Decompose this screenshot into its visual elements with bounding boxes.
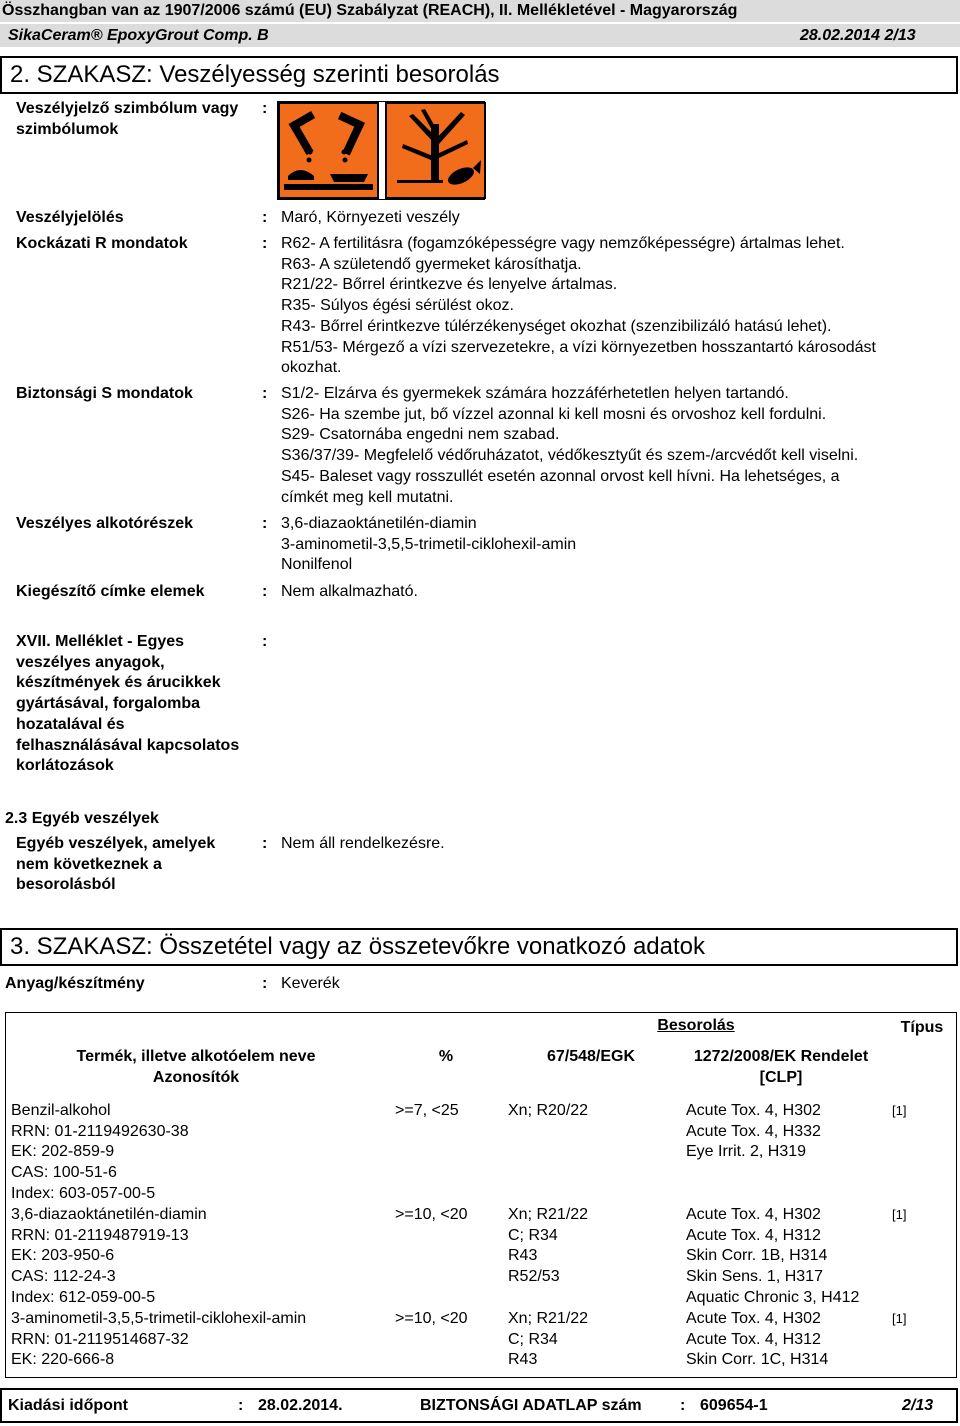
table-row-type <box>892 1101 906 1122</box>
cell-line: 3-aminometil-3,5,5-trimetil-ciklohexil-amin <box>11 1310 307 1327</box>
cell-line: >=7, <25 <box>395 1102 459 1119</box>
table-row-percent <box>395 1309 468 1330</box>
col-name-header: Termék, illetve alkotóelem neve Azonosítók <box>76 1048 316 1086</box>
table-row-dsd <box>508 1205 588 1288</box>
substance-label: Anyag/készítmény <box>5 975 145 992</box>
components-label: Veszélyes alkotórészek <box>16 515 194 532</box>
table-row-clp <box>686 1309 828 1371</box>
components-list <box>281 514 956 576</box>
col-percent-header: % <box>438 1048 454 1065</box>
cell-line: [1] <box>892 1207 907 1222</box>
cell-line: Skin Sens. 1, H317 <box>686 1268 823 1286</box>
s-phrase: S29- Csatornába engedni nem szabad. <box>281 426 560 444</box>
cell-line: EK: 202-859-9 <box>11 1143 115 1161</box>
r-phrase: R62- A fertilitásra (fogamzóképességre vagy nemzőképességre) ártalmas lehet. <box>281 235 845 252</box>
cell-line: R43 <box>508 1247 538 1265</box>
col-dsd-header: 67/548/EGK <box>546 1048 636 1065</box>
r-phrase: R21/22- Bőrrel érintkezve és lenyelve ártalmas. <box>281 276 618 294</box>
cell-line: EK: 203-950-6 <box>11 1247 115 1265</box>
environment-icon <box>385 102 486 199</box>
colon: : <box>262 633 268 650</box>
cell-line: Acute Tox. 4, H302 <box>686 1206 821 1223</box>
sds-number-label: BIZTONSÁGI ADATLAP szám <box>420 1397 642 1414</box>
table-row-percent <box>395 1101 459 1122</box>
r-phrase: R51/53- Mérgező a vízi szervezetekre, a vízi környezetben hosszantartó károsodást <box>281 338 876 356</box>
cell-line: Xn; R21/22 <box>508 1206 589 1223</box>
cell-line: >=10, <20 <box>395 1310 468 1327</box>
s-phrase: S26- Ha szembe jut, bő vízzel azonnal ki kell mosni és orvoshoz kell fordulni. <box>281 405 827 423</box>
s-phrase: S36/37/39- Megfelelő védőruházatot, védőkesztyűt és szem-/arcvédőt kell viselni. <box>281 447 859 465</box>
cell-line: CAS: 112-24-3 <box>11 1268 116 1286</box>
page-number: 2/13 <box>902 1397 934 1414</box>
regulation-header: Összhangban van az 1907/2006 számú (EU) Szabályzat (REACH), II. Mellékletével - Magyarország <box>0 0 960 22</box>
cell-line: Acute Tox. 4, H312 <box>686 1330 821 1348</box>
cell-line: Index: 612-059-00-5 <box>11 1288 156 1306</box>
col-type-header: Típus <box>900 1019 944 1036</box>
r-phrase: R63- A születendő gyermeket károsíthatja. <box>281 255 582 273</box>
supplementary-label: Kiegészítő címke elemek <box>16 583 205 600</box>
s-phrase: S45- Baleset vagy rosszullét esetén azonnal orvost kell hívni. Ha lehetséges, a <box>281 467 840 485</box>
cell-line: CAS: 100-51-6 <box>11 1164 117 1182</box>
r-phrase: okozhat. <box>281 359 342 377</box>
product-header <box>0 24 960 47</box>
cell-line: [1] <box>892 1103 907 1118</box>
component-item: 3-aminometil-3,5,5-trimetil-ciklohexil-amin <box>281 535 577 553</box>
other-hazards-value: Nem áll rendelkezésre. <box>281 835 445 852</box>
cell-line: Acute Tox. 4, H332 <box>686 1122 821 1140</box>
designation-label: Veszélyjelölés <box>16 209 124 226</box>
r-phrases-label: Kockázati R mondatok <box>16 235 188 252</box>
issue-date-label: Kiadási időpont <box>8 1397 128 1414</box>
table-row-type <box>892 1309 906 1330</box>
designation-value: Maró, Környezeti veszély <box>281 209 460 226</box>
corrosive-icon <box>278 102 379 199</box>
cell-line: RRN: 01-2119514687-32 <box>11 1330 189 1348</box>
cell-line: C; R34 <box>508 1330 558 1348</box>
table-row-name <box>11 1205 207 1309</box>
table-row-name <box>11 1101 189 1205</box>
cell-line: 3,6-diazaoktánetilén-diamin <box>11 1206 207 1223</box>
cell-line: EK: 220-666-8 <box>11 1351 115 1369</box>
colon: : <box>262 835 268 852</box>
section3-title: 3. SZAKASZ: Összetétel vagy az összetevőkre vonatkozó adatok <box>0 928 958 966</box>
cell-line: C; R34 <box>508 1226 558 1244</box>
cell-line: Eye Irrit. 2, H319 <box>686 1143 807 1161</box>
table-row-dsd <box>508 1101 588 1122</box>
substance-value: Keverék <box>281 975 340 992</box>
cell-line: Xn; R21/22 <box>508 1310 589 1327</box>
issue-date: 28.02.2014. <box>258 1397 343 1414</box>
s-phrase: S1/2- Elzárva és gyermekek számára hozzáférhetetlen helyen tartandó. <box>281 385 789 402</box>
product-name: SikaCeram® EpoxyGrout Comp. B <box>8 27 269 44</box>
r-phrase: R43- Bőrrel érintkezve túlérzékenységet okozhat (szenzibilizáló hatású lehet). <box>281 317 832 335</box>
cell-line: Benzil-alkohol <box>11 1102 111 1119</box>
annex-label: XVII. Melléklet - Egyes veszélyes anyagok, készítmények és árucikkek gyártásával, forgalomba hozatalával és felhasználásával kapcsolatos korlátozások <box>16 633 240 775</box>
sds-number: 609654-1 <box>700 1397 768 1414</box>
cell-line: RRN: 01-2119492630-38 <box>11 1122 189 1140</box>
table-row-clp <box>686 1101 821 1163</box>
colon: : <box>262 209 268 226</box>
cell-line: Acute Tox. 4, H302 <box>686 1102 821 1119</box>
cell-line: RRN: 01-2119487919-13 <box>11 1226 189 1244</box>
table-row-type <box>892 1205 906 1226</box>
table-row-clp <box>686 1205 859 1309</box>
cell-line: Xn; R20/22 <box>508 1102 589 1119</box>
other-hazards-title: 2.3 Egyéb veszélyek <box>5 810 159 827</box>
colon: : <box>238 1397 244 1414</box>
other-hazards-label: Egyéb veszélyek, amelyek nem következnek a besorolásból <box>16 835 216 894</box>
cell-line: R52/53 <box>508 1268 560 1286</box>
composition-table <box>5 1012 957 1378</box>
cell-line: Index: 603-057-00-5 <box>11 1184 156 1202</box>
table-row-dsd <box>508 1309 588 1371</box>
colon: : <box>680 1397 686 1414</box>
r-phrase: R35- Súlyos égési sérülést okoz. <box>281 297 514 315</box>
footer <box>0 1388 958 1423</box>
cell-line: Skin Corr. 1C, H314 <box>686 1351 829 1369</box>
colon: : <box>262 385 268 402</box>
colon: : <box>262 100 268 117</box>
component-item: Nonilfenol <box>281 556 353 574</box>
r-phrases-list <box>281 234 956 379</box>
table-row-percent <box>395 1205 468 1226</box>
cell-line: R43 <box>508 1351 538 1369</box>
colon: : <box>262 235 268 252</box>
supplementary-value: Nem alkalmazható. <box>281 583 418 600</box>
cell-line: Acute Tox. 4, H312 <box>686 1226 821 1244</box>
colon: : <box>262 583 268 600</box>
section2-title: 2. SZAKASZ: Veszélyesség szerinti besorolás <box>0 56 958 94</box>
cell-line: [1] <box>892 1311 907 1326</box>
header-date-page: 28.02.2014 2/13 <box>800 27 916 44</box>
s-phrases-list <box>281 384 956 508</box>
col-classification-header: Besorolás <box>657 1017 735 1034</box>
cell-line: Skin Corr. 1B, H314 <box>686 1247 828 1265</box>
component-item: 3,6-diazaoktánetilén-diamin <box>281 515 477 532</box>
hazard-pictograms <box>277 101 485 200</box>
col-clp-header: 1272/2008/EK Rendelet [CLP] <box>693 1048 869 1086</box>
cell-line: >=10, <20 <box>395 1206 468 1223</box>
colon: : <box>262 975 268 992</box>
s-phrase: címkét meg kell mutatni. <box>281 488 454 506</box>
s-phrases-label: Biztonsági S mondatok <box>16 385 193 402</box>
symbol-label: Veszélyjelző szimbólum vagy szimbólumok <box>16 100 239 138</box>
colon: : <box>262 515 268 532</box>
table-row-name <box>11 1309 306 1371</box>
cell-line: Aquatic Chronic 3, H412 <box>686 1288 860 1306</box>
cell-line: Acute Tox. 4, H302 <box>686 1310 821 1327</box>
